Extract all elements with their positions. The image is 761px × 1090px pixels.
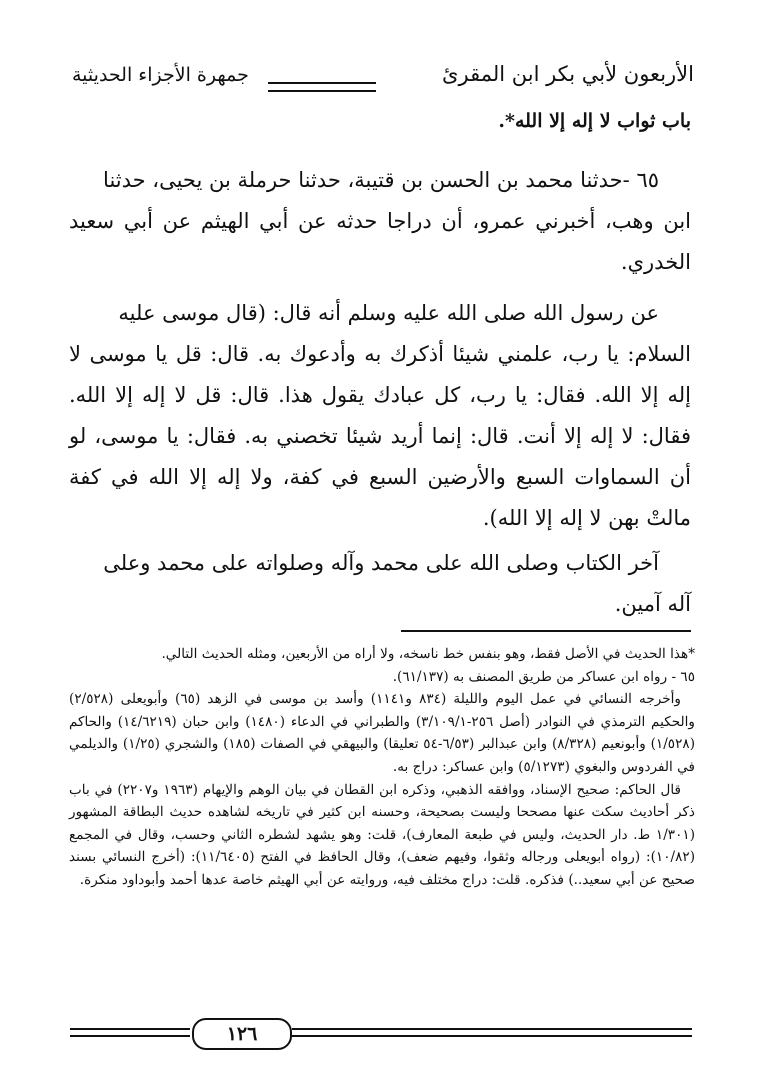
colophon bbox=[69, 543, 691, 625]
paragraph-first-line: عن رسول الله صلى الله عليه وسلم أنه قال: (قال موسى عليه bbox=[118, 301, 659, 325]
series-title: جمهرة الأجزاء الحديثية bbox=[72, 64, 249, 86]
paragraph-text: ابن وهب، أخبرني عمرو، أن دراجا حدثه عن أبي الهيثم عن أبي سعيد الخدري. bbox=[69, 209, 691, 274]
footnotes bbox=[69, 643, 695, 892]
footer-rule bbox=[70, 1028, 190, 1037]
paragraph-text: السلام: يا رب، علمني شيئا أذكرك به وأدعوك به. قال: قل يا موسى لا إله إلا الله. فقال: يا رب، كل عبادك يقول هذا. قال: قل لا إله إلا الله. فقال: لا إله إلا أنت. قال: إنما أريد شيئا تخصني به. فقال: يا موسى، لو أن السماوات السبع والأرضين السبع في كفة، ولا إله إلا الله في كفة مالتْ بهن لا إله إلا الله). bbox=[69, 342, 691, 530]
footnote: ٦٥ - رواه ابن عساكر من طريق المصنف به (٦١/١٣٧). bbox=[392, 668, 695, 685]
hadith-isnad bbox=[69, 160, 691, 283]
paragraph-first-line: آخر الكتاب وصلى الله على محمد وآله وصلواته على محمد وعلى bbox=[103, 551, 659, 575]
running-header bbox=[72, 58, 694, 98]
footnote: قال الحاكم: صحيح الإسناد، ووافقه الذهبي، وذكره ابن القطان في بيان الوهم والإيهام (١٩٦٣ و٢٢٠٧) في باب ذكر أحاديث سكت عنها مصححا وليست بصحيحة، وحسنه ابن كثير في تاريخه لشاهده حديث البطاقة المشهور (١/٣٠١ ط. دار الحديث، وليس في طبعة المعارف)، قلت: وهو يشهد لشطره الثاني وحسب، وقال في المجمع (١٠/٨٢): (رواه أبويعلى ورجاله وثقوا، وفيهم ضعف)، وقال الحافظ في الفتح (١١/٦٤٠٥): (أخرج النسائي بسند صحيح عن أبي سعيد..) فذكره. قلت: دراج مختلف فيه، وروايته عن أبي الهيثم خاصة عدها أحمد وأبوداود منكرة. bbox=[69, 781, 695, 888]
page-number: ١٢٦ bbox=[192, 1018, 292, 1050]
footnote: *هذا الحديث في الأصل فقط، وهو بنفس خط ناسخه، ولا أراه من الأربعين، ومثله الحديث التالي. bbox=[161, 646, 695, 662]
book-title: الأربعون لأبي بكر ابن المقرئ bbox=[442, 62, 694, 86]
header-rule bbox=[268, 82, 376, 92]
paragraph-text: آله آمين. bbox=[614, 592, 691, 616]
footer-rule bbox=[292, 1028, 692, 1037]
footnote: وأخرجه النسائي في عمل اليوم والليلة (٨٣٤ و١١٤١) وأسد بن موسى في الزهد (٦٥) وأبويعلى (٢/٥٢٨) والحكيم الترمذي في النوادر (أصل ٢٥٦-٣/١٠٩/١) والطبراني في الدعاء (١٤٨٠) وابن حبان (١٤/٦٢١٩) والحاكم (١/٥٢٨) وأبونعيم (٨/٣٢٨) وابن عبدالبر (٦/٥٣-٥٤ تعليقا) والبيهقي في الصفات (١٨٥) والشجري (١/٢٥) والديلمي في الفردوس والبغوي (٥/١٢٧٣) وابن عساكر: دراج به. bbox=[69, 691, 695, 775]
paragraph-first-line: ٦٥ -حدثنا محمد بن الحسن بن قتيبة، حدثنا حرملة بن يحيى، حدثنا bbox=[103, 168, 659, 192]
chapter-title: باب ثواب لا إله إلا الله*. bbox=[498, 110, 691, 132]
page-footer bbox=[70, 1018, 692, 1048]
footnote-separator bbox=[401, 630, 691, 632]
hadith-matn bbox=[69, 293, 691, 539]
